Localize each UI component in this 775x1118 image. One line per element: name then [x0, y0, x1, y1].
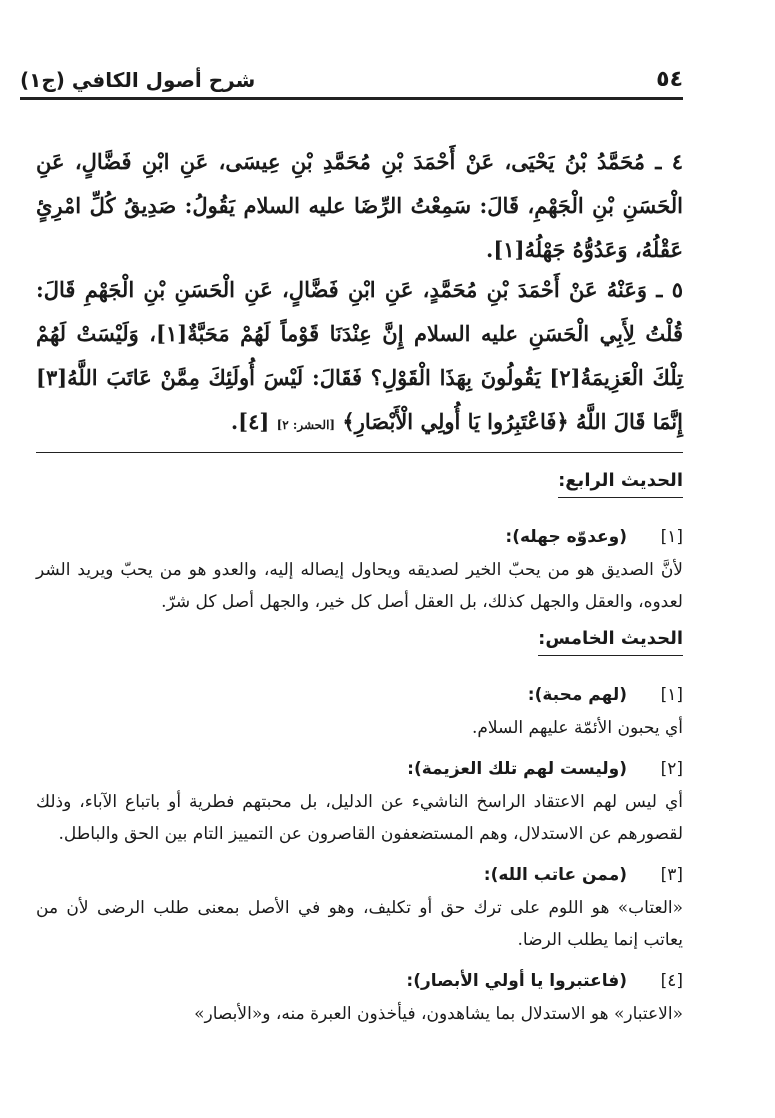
- note-5-4: [36, 964, 683, 1030]
- book-title: شرح أصول الكافي (ج١): [20, 68, 256, 92]
- note-number: [٣]: [660, 865, 683, 885]
- page-header: [20, 52, 683, 100]
- note-label: (فاعتبروا يا أولي الأبصار):: [406, 971, 627, 991]
- note-number: [١]: [660, 527, 683, 547]
- note-body: «الاعتبار» هو الاستدلال بما يشاهدون، فيأخذون العبرة منه، و«الأبصار»: [194, 1004, 683, 1024]
- note-number: [٢]: [660, 759, 683, 779]
- footnotes: [36, 460, 683, 1030]
- note-body: لأنَّ الصديق هو من يحبّ الخير لصديقه ويحاول إيصاله إليه، والعدو هو من يحبّ ويريد الشر لعدوه، والعقل والجهل كذلك، بل العقل أصل كل خير، والجهل أصل كل شرّ.: [36, 560, 683, 612]
- hadith-4-text: ٤ ـ مُحَمَّدُ بْنُ يَحْيَى، عَنْ أَحْمَدَ بْنِ مُحَمَّدِ بْنِ عِيسَى، عَنِ ابْنِ فَضَّالٍ، عَنِ الْحَسَنِ بْنِ الْجَهْمِ، قَالَ: سَمِعْتُ الرِّضَا عليه السلام يَقُولُ: صَدِيقُ كُلِّ امْرِئٍ عَقْلُهُ، وَعَدُوُّهُ جَهْلُهُ[١].: [36, 149, 683, 262]
- hadith-5-end: [٤].: [230, 409, 270, 434]
- quran-citation: [الحشر: ٢]: [276, 418, 336, 432]
- note-label: (وليست لهم تلك العزيمة):: [407, 759, 627, 779]
- section-title-hadith-4: الحديث الرابع:: [558, 466, 683, 498]
- note-body: أي يحبون الأئمّة عليهم السلام.: [471, 718, 683, 738]
- note-label: (وعدوّه جهله):: [505, 527, 627, 547]
- note-4-1: [36, 520, 683, 618]
- hadith-5-text: ٥ ـ وَعَنْهُ عَنْ أَحْمَدَ بْنِ مُحَمَّدٍ، عَنِ ابْنِ فَضَّالٍ، عَنِ الْحَسَنِ بْنِ الْجَهْمِ قَالَ: قُلْتُ لِأَبِي الْحَسَنِ عليه السلام إِنَّ عِنْدَنَا قَوْماً لَهُمْ مَحَبَّةٌ[١]، وَلَيْسَتْ لَهُمْ تِلْكَ الْعَزِيمَةُ[٢] يَقُولُونَ بِهَذَا الْقَوْلِ؟ فَقَالَ: لَيْسَ أُولَئِكَ مِمَّنْ عَاتَبَ اللَّهُ[٣] إِنَّمَا قَالَ اللَّهُ ﴿فَاعْتَبِرُوا يَا أُولِي الْأَبْصَارِ﴾: [36, 277, 683, 434]
- note-5-2: [36, 752, 683, 850]
- note-label: (ممن عاتب الله):: [483, 865, 627, 885]
- note-body: «العتاب» هو اللوم على ترك حق أو تكليف، وهو في الأصل بمعنى طلب الرضى لأن من يعاتب إنما يطلب الرضا.: [36, 898, 683, 950]
- section-title-hadith-5: الحديث الخامس:: [538, 624, 683, 656]
- note-5-1: [36, 678, 683, 744]
- hadith-4: [36, 140, 683, 272]
- note-5-3: [36, 858, 683, 956]
- page-number: ٥٤: [656, 67, 683, 92]
- header-rule: [20, 97, 683, 98]
- hadith-5: [36, 268, 683, 447]
- note-label: (لهم محبة):: [527, 685, 627, 705]
- footnote-separator: [36, 452, 683, 453]
- note-body: أي ليس لهم الاعتقاد الراسخ الناشيء عن الدليل، بل محبتهم فطرية أو باتباع الآباء، وذلك لقصورهم عن الاستدلال، وهم المستضعفون القاصرون عن التمييز التام بين الحق والباطل.: [36, 792, 683, 844]
- note-number: [١]: [660, 685, 683, 705]
- note-number: [٤]: [660, 971, 683, 991]
